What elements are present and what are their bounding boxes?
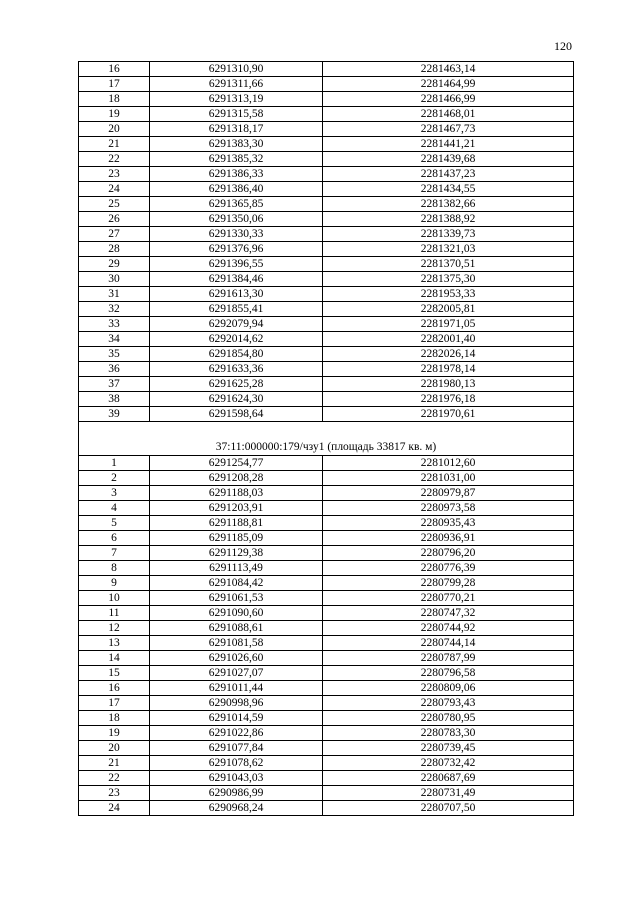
point-number-cell: 9 [79, 576, 150, 591]
table-row [79, 152, 574, 167]
x-coordinate-cell: 6292014,62 [150, 332, 323, 347]
y-coordinate-cell: 2281970,61 [323, 407, 574, 422]
table-row [79, 407, 574, 422]
table-row [79, 317, 574, 332]
x-coordinate-cell: 6292079,94 [150, 317, 323, 332]
x-coordinate-cell: 6291311,66 [150, 77, 323, 92]
table-row [79, 471, 574, 486]
table-row [79, 531, 574, 546]
y-coordinate-cell: 2280936,91 [323, 531, 574, 546]
x-coordinate-cell: 6291203,91 [150, 501, 323, 516]
x-coordinate-cell: 6291090,60 [150, 606, 323, 621]
table-row [79, 456, 574, 471]
table-row [79, 606, 574, 621]
y-coordinate-cell: 2281437,23 [323, 167, 574, 182]
table-row [79, 771, 574, 786]
x-coordinate-cell: 6290986,99 [150, 786, 323, 801]
y-coordinate-cell: 2281339,73 [323, 227, 574, 242]
point-number-cell: 15 [79, 666, 150, 681]
x-coordinate-cell: 6291113,49 [150, 561, 323, 576]
y-coordinate-cell: 2281463,14 [323, 62, 574, 77]
y-coordinate-cell: 2280799,28 [323, 576, 574, 591]
y-coordinate-cell: 2281978,14 [323, 362, 574, 377]
x-coordinate-cell: 6291386,33 [150, 167, 323, 182]
x-coordinate-cell: 6291385,32 [150, 152, 323, 167]
point-number-cell: 22 [79, 152, 150, 167]
x-coordinate-cell: 6291188,81 [150, 516, 323, 531]
point-number-cell: 19 [79, 107, 150, 122]
y-coordinate-cell: 2281439,68 [323, 152, 574, 167]
point-number-cell: 18 [79, 92, 150, 107]
point-number-cell: 5 [79, 516, 150, 531]
table-row [79, 62, 574, 77]
table-row [79, 741, 574, 756]
x-coordinate-cell: 6291350,06 [150, 212, 323, 227]
x-coordinate-cell: 6291084,42 [150, 576, 323, 591]
table-row [79, 377, 574, 392]
y-coordinate-cell: 2281388,92 [323, 212, 574, 227]
point-number-cell: 6 [79, 531, 150, 546]
point-number-cell: 21 [79, 137, 150, 152]
y-coordinate-cell: 2280770,21 [323, 591, 574, 606]
point-number-cell: 33 [79, 317, 150, 332]
point-number-cell: 37 [79, 377, 150, 392]
y-coordinate-cell: 2280979,87 [323, 486, 574, 501]
x-coordinate-cell: 6291386,40 [150, 182, 323, 197]
x-coordinate-cell: 6291624,30 [150, 392, 323, 407]
y-coordinate-cell: 2280687,69 [323, 771, 574, 786]
table-row [79, 287, 574, 302]
table-row [79, 122, 574, 137]
y-coordinate-cell: 2280796,20 [323, 546, 574, 561]
table-row [79, 212, 574, 227]
y-coordinate-cell: 2280707,50 [323, 801, 574, 816]
point-number-cell: 22 [79, 771, 150, 786]
point-number-cell: 38 [79, 392, 150, 407]
y-coordinate-cell: 2280747,32 [323, 606, 574, 621]
point-number-cell: 1 [79, 456, 150, 471]
x-coordinate-cell: 6291376,96 [150, 242, 323, 257]
point-number-cell: 11 [79, 606, 150, 621]
y-coordinate-cell: 2281375,30 [323, 272, 574, 287]
y-coordinate-cell: 2281031,00 [323, 471, 574, 486]
x-coordinate-cell: 6291043,03 [150, 771, 323, 786]
point-number-cell: 29 [79, 257, 150, 272]
table-row [79, 636, 574, 651]
y-coordinate-cell: 2281980,13 [323, 377, 574, 392]
point-number-cell: 24 [79, 182, 150, 197]
point-number-cell: 23 [79, 167, 150, 182]
y-coordinate-cell: 2281971,05 [323, 317, 574, 332]
table-row [79, 302, 574, 317]
table-row [79, 392, 574, 407]
x-coordinate-cell: 6291313,19 [150, 92, 323, 107]
table-row [79, 546, 574, 561]
table-row [79, 242, 574, 257]
table-row [79, 92, 574, 107]
table-row [79, 561, 574, 576]
point-number-cell: 21 [79, 756, 150, 771]
table-row [79, 666, 574, 681]
table-row [79, 272, 574, 287]
x-coordinate-cell: 6291185,09 [150, 531, 323, 546]
point-number-cell: 2 [79, 471, 150, 486]
table-row [79, 332, 574, 347]
y-coordinate-cell: 2282026,14 [323, 347, 574, 362]
x-coordinate-cell: 6291330,33 [150, 227, 323, 242]
point-number-cell: 10 [79, 591, 150, 606]
point-number-cell: 7 [79, 546, 150, 561]
point-number-cell: 26 [79, 212, 150, 227]
y-coordinate-cell: 2281466,99 [323, 92, 574, 107]
point-number-cell: 35 [79, 347, 150, 362]
x-coordinate-cell: 6291011,44 [150, 681, 323, 696]
y-coordinate-cell: 2280796,58 [323, 666, 574, 681]
table-row [79, 257, 574, 272]
point-number-cell: 27 [79, 227, 150, 242]
point-number-cell: 34 [79, 332, 150, 347]
table-row [79, 347, 574, 362]
coordinates-table [78, 61, 574, 816]
point-number-cell: 36 [79, 362, 150, 377]
y-coordinate-cell: 2280744,14 [323, 636, 574, 651]
x-coordinate-cell: 6291027,07 [150, 666, 323, 681]
x-coordinate-cell: 6291384,46 [150, 272, 323, 287]
point-number-cell: 13 [79, 636, 150, 651]
y-coordinate-cell: 2281976,18 [323, 392, 574, 407]
point-number-cell: 14 [79, 651, 150, 666]
y-coordinate-cell: 2281468,01 [323, 107, 574, 122]
point-number-cell: 17 [79, 696, 150, 711]
table-row [79, 726, 574, 741]
point-number-cell: 20 [79, 741, 150, 756]
x-coordinate-cell: 6291855,41 [150, 302, 323, 317]
y-coordinate-cell: 2280731,49 [323, 786, 574, 801]
x-coordinate-cell: 6291078,62 [150, 756, 323, 771]
point-number-cell: 20 [79, 122, 150, 137]
x-coordinate-cell: 6290968,24 [150, 801, 323, 816]
point-number-cell: 18 [79, 711, 150, 726]
page-number: 120 [554, 39, 572, 53]
table-row [79, 516, 574, 531]
x-coordinate-cell: 6291625,28 [150, 377, 323, 392]
point-number-cell: 23 [79, 786, 150, 801]
point-number-cell: 16 [79, 62, 150, 77]
point-number-cell: 16 [79, 681, 150, 696]
x-coordinate-cell: 6291383,30 [150, 137, 323, 152]
section-header-row [79, 422, 574, 456]
y-coordinate-cell: 2280935,43 [323, 516, 574, 531]
point-number-cell: 19 [79, 726, 150, 741]
x-coordinate-cell: 6291315,58 [150, 107, 323, 122]
point-number-cell: 28 [79, 242, 150, 257]
table-row [79, 182, 574, 197]
table-row [79, 756, 574, 771]
x-coordinate-cell: 6291318,17 [150, 122, 323, 137]
table-row [79, 167, 574, 182]
table-row [79, 501, 574, 516]
y-coordinate-cell: 2280973,58 [323, 501, 574, 516]
table-row [79, 696, 574, 711]
table-row [79, 362, 574, 377]
x-coordinate-cell: 6291396,55 [150, 257, 323, 272]
point-number-cell: 8 [79, 561, 150, 576]
x-coordinate-cell: 6291022,86 [150, 726, 323, 741]
point-number-cell: 30 [79, 272, 150, 287]
point-number-cell: 24 [79, 801, 150, 816]
x-coordinate-cell: 6291633,36 [150, 362, 323, 377]
x-coordinate-cell: 6291026,60 [150, 651, 323, 666]
table-row [79, 651, 574, 666]
table-row [79, 786, 574, 801]
table-row [79, 801, 574, 816]
coordinates-table-body [79, 62, 574, 816]
y-coordinate-cell: 2281370,51 [323, 257, 574, 272]
table-row [79, 486, 574, 501]
y-coordinate-cell: 2281012,60 [323, 456, 574, 471]
table-row [79, 621, 574, 636]
section-title: 37:11:000000:179/чзу1 (площадь 33817 кв. м) [79, 422, 574, 456]
table-row [79, 681, 574, 696]
x-coordinate-cell: 6291613,30 [150, 287, 323, 302]
y-coordinate-cell: 2280780,95 [323, 711, 574, 726]
table-row [79, 107, 574, 122]
x-coordinate-cell: 6291077,84 [150, 741, 323, 756]
y-coordinate-cell: 2281953,33 [323, 287, 574, 302]
point-number-cell: 3 [79, 486, 150, 501]
point-number-cell: 17 [79, 77, 150, 92]
x-coordinate-cell: 6291188,03 [150, 486, 323, 501]
point-number-cell: 32 [79, 302, 150, 317]
table-row [79, 137, 574, 152]
x-coordinate-cell: 6291014,59 [150, 711, 323, 726]
x-coordinate-cell: 6291129,38 [150, 546, 323, 561]
x-coordinate-cell: 6291254,77 [150, 456, 323, 471]
x-coordinate-cell: 6291061,53 [150, 591, 323, 606]
x-coordinate-cell: 6291310,90 [150, 62, 323, 77]
table-row [79, 77, 574, 92]
y-coordinate-cell: 2282005,81 [323, 302, 574, 317]
x-coordinate-cell: 6290998,96 [150, 696, 323, 711]
table-row [79, 711, 574, 726]
table-row [79, 576, 574, 591]
table-row [79, 197, 574, 212]
point-number-cell: 4 [79, 501, 150, 516]
x-coordinate-cell: 6291598,64 [150, 407, 323, 422]
y-coordinate-cell: 2281441,21 [323, 137, 574, 152]
x-coordinate-cell: 6291365,85 [150, 197, 323, 212]
y-coordinate-cell: 2280776,39 [323, 561, 574, 576]
y-coordinate-cell: 2280809,06 [323, 681, 574, 696]
x-coordinate-cell: 6291208,28 [150, 471, 323, 486]
y-coordinate-cell: 2280732,42 [323, 756, 574, 771]
point-number-cell: 31 [79, 287, 150, 302]
table-row [79, 591, 574, 606]
x-coordinate-cell: 6291081,58 [150, 636, 323, 651]
point-number-cell: 12 [79, 621, 150, 636]
x-coordinate-cell: 6291088,61 [150, 621, 323, 636]
y-coordinate-cell: 2281434,55 [323, 182, 574, 197]
y-coordinate-cell: 2280787,99 [323, 651, 574, 666]
y-coordinate-cell: 2280783,30 [323, 726, 574, 741]
point-number-cell: 25 [79, 197, 150, 212]
y-coordinate-cell: 2281467,73 [323, 122, 574, 137]
y-coordinate-cell: 2280739,45 [323, 741, 574, 756]
point-number-cell: 39 [79, 407, 150, 422]
y-coordinate-cell: 2281382,66 [323, 197, 574, 212]
table-row [79, 227, 574, 242]
y-coordinate-cell: 2280793,43 [323, 696, 574, 711]
y-coordinate-cell: 2281321,03 [323, 242, 574, 257]
y-coordinate-cell: 2281464,99 [323, 77, 574, 92]
y-coordinate-cell: 2282001,40 [323, 332, 574, 347]
y-coordinate-cell: 2280744,92 [323, 621, 574, 636]
x-coordinate-cell: 6291854,80 [150, 347, 323, 362]
